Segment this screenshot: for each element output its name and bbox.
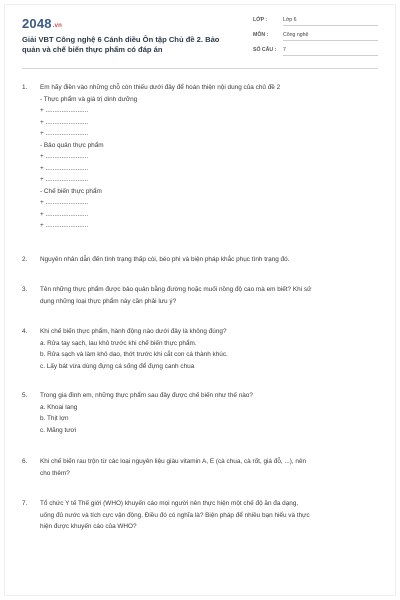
- question-text: [40, 82, 378, 232]
- question-line: Tên những thực phẩm được bảo quản bằng đường hoặc muối nồng độ cao mà em biết? Khi sử: [40, 286, 312, 293]
- question-text: [40, 390, 378, 436]
- question-line: Trong gia đình em, những thực phẩm sau đây được chế biến như thế nào?: [40, 392, 253, 399]
- section-heading: - Bảo quản thực phẩm: [40, 141, 104, 149]
- meta-divider: [283, 40, 378, 41]
- question-number: 4.: [22, 328, 28, 335]
- blank-line: + ........................: [40, 130, 89, 137]
- header-divider: [22, 68, 378, 69]
- section-heading: - Thực phẩm và giá trị dinh dưỡng: [40, 95, 138, 103]
- blank-line: + ........................: [40, 107, 89, 114]
- question-line: Khi chế biến rau trộn từ các loại nguyên liệu giàu vitamin A, E (cà chua, cà rốt, giá đỗ, ...), nên: [40, 458, 307, 465]
- question-line: Nguyên nhân dẫn đến tình trạng thấp còi, béo phì và biện pháp khắc phục tình trạng đó.: [40, 256, 290, 263]
- question-text: [40, 498, 378, 533]
- question-text: [40, 456, 378, 479]
- meta-divider: [283, 55, 378, 56]
- meta-subject-label: MÔN :: [253, 32, 269, 38]
- logo-main: 2048: [22, 16, 52, 31]
- answer-option: c. Măng tươi: [40, 426, 77, 434]
- question-number: 7.: [22, 500, 28, 507]
- site-logo[interactable]: [22, 16, 62, 31]
- question-number: 5.: [22, 392, 28, 399]
- blank-line: + ........................: [40, 222, 89, 229]
- blank-line: + ........................: [40, 176, 89, 183]
- meta-count-value: 7: [283, 47, 286, 53]
- question-text: [40, 254, 378, 266]
- blank-line: + ........................: [40, 118, 89, 126]
- logo-suffix: .vn: [52, 23, 63, 29]
- blank-line: + ........................: [40, 199, 89, 206]
- question-line: Tổ chức Y tế Thế giới (WHO) khuyến cáo mọi người nên thực hiện một chế độ ăn đa dạng,: [40, 500, 299, 507]
- meta-subject-value: Công nghệ: [283, 32, 309, 38]
- answer-option: b. Thịt lợn: [40, 415, 69, 422]
- meta-grade-label: LỚP :: [253, 17, 268, 23]
- document-title: Giải VBT Công nghệ 6 Cánh diều Ôn tập Chủ đề 2. Bảo quản và chế biến thực phẩm có đáp án: [22, 35, 220, 54]
- section-heading: - Chế biến thực phẩm: [40, 187, 102, 195]
- question-number: 2.: [22, 256, 28, 263]
- blank-line: + ........................: [40, 164, 89, 172]
- question-line: dụng những loại thực phẩm này cần phải lưu ý?: [40, 297, 177, 305]
- question-text: [40, 284, 378, 307]
- question-text: [40, 326, 378, 372]
- question-line: hiện được khuyến cáo của WHO?: [40, 523, 137, 530]
- question-number: 3.: [22, 286, 28, 293]
- meta-grade-value: Lớp 6: [283, 17, 297, 23]
- answer-option: c. Lấy bát vừa dùng đựng cá sống để đựng canh chua: [40, 362, 195, 370]
- meta-divider: [283, 25, 378, 26]
- question-line: cho thêm?: [40, 469, 70, 477]
- meta-count-label: SỐ CÂU :: [253, 47, 277, 53]
- blank-line: + ........................: [40, 210, 89, 218]
- question-line: Khi chế biến thực phẩm, hành động nào dưới đây là không đúng?: [40, 328, 227, 335]
- answer-option: b. Rửa sạch và làm khô dao, thớt trước khi cắt con cá thành khúc.: [40, 351, 228, 358]
- question-line: Em hãy điền vào những chỗ còn thiếu dưới đây để hoàn thiện nội dung của chủ đề 2: [40, 84, 281, 91]
- blank-line: + ........................: [40, 153, 89, 160]
- answer-option: a. Rửa tay sạch, lau khô trước khi chế biến thực phẩm.: [40, 339, 197, 347]
- question-number: 6.: [22, 458, 28, 465]
- question-number: 1.: [22, 84, 28, 91]
- answer-option: a. Khoai lang: [40, 403, 78, 411]
- question-line: uống đủ nước và tích cực vận động. Điều đó có nghĩa là? Biện pháp để nhiều bạn hiểu và thực: [40, 511, 310, 519]
